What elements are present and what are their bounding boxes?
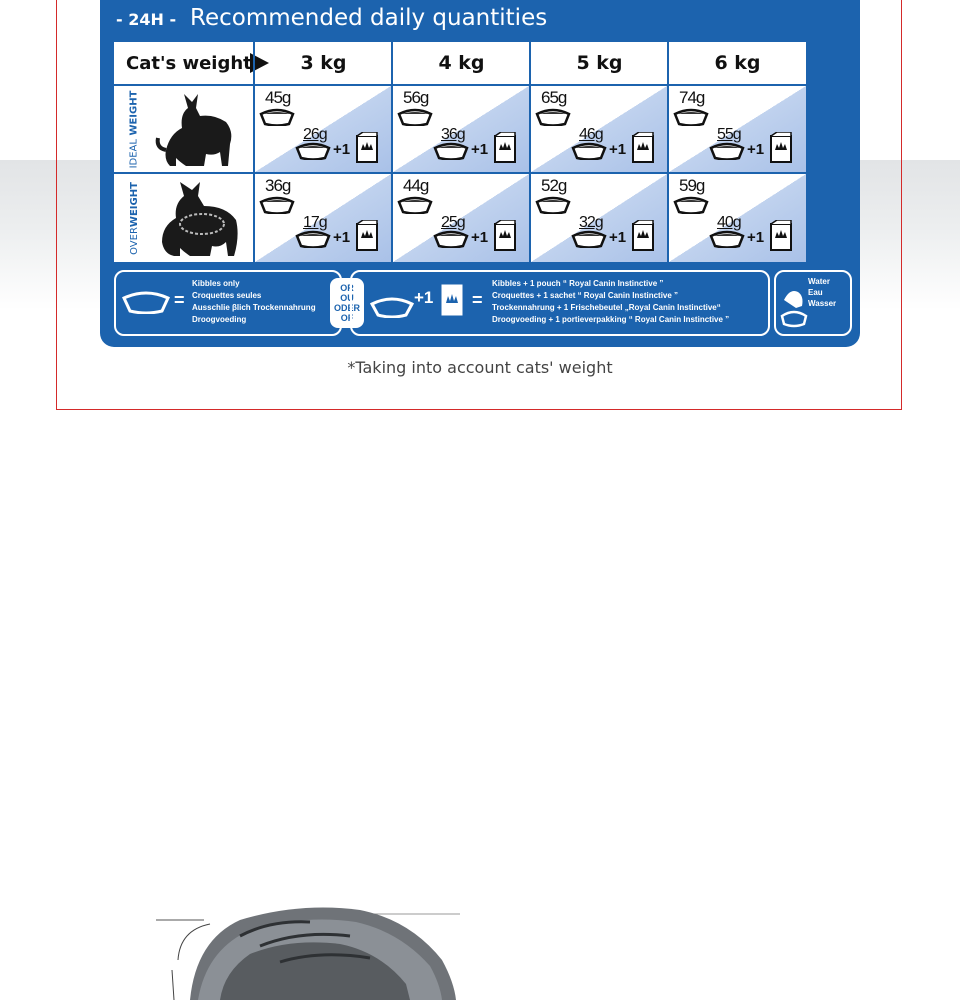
header-prefix: - 24H - [116,10,177,29]
bowl-icon [259,196,295,214]
legend-water-text [808,276,836,309]
kibbles-with-pouch-amount: 32g [579,214,603,231]
kibbles-only-amount: 56g [403,88,429,107]
table-cell [531,174,667,262]
legend-line: Croquettes seules [192,291,262,300]
plus-one-label: +1 [471,229,489,246]
kibbles-only-amount: 74g [679,88,705,107]
table-cell [393,174,529,262]
legend-kibbles-only-text [192,278,316,326]
row-label-ideal-a: IDEAL [128,138,140,168]
legend-line: Droogvoeding + 1 portieverpakking “ Royal Canin Instinctive ” [492,315,730,324]
bowl-icon [397,108,433,126]
kibbles-with-pouch-amount: 17g [303,214,327,231]
or-label: OU [340,293,354,303]
bowl-icon [673,108,709,126]
table-cell [255,86,391,172]
pouch-icon [355,220,379,252]
overweight-cat-icon [150,176,250,262]
kibbles-with-pouch-amount: 26g [303,126,327,143]
legend-line: Ausschlie βlich Trockennahrung [192,303,316,312]
plus-one-label: +1 [333,141,351,158]
legend-line: Kibbles only [192,279,240,288]
plus-one-label: +1 [609,141,627,158]
pouch-icon [440,283,464,317]
pouch-icon [493,220,517,252]
bowl-icon [433,230,469,248]
bowl-icon [433,142,469,160]
weight-header-label: Cat's weight [126,52,252,74]
plus-one-label: +1 [609,229,627,246]
legend-line: Kibbles + 1 pouch “ Royal Canin Instinctive ” [492,279,664,288]
plus-one-label: +1 [471,141,489,158]
or-label: ODER [333,303,360,313]
or-label: OF [340,313,354,323]
bowl-icon [370,296,414,318]
weight-header-3kg: 3 kg [300,52,347,74]
legend-kibbles-pouch-text [492,278,729,326]
bowl-icon [709,230,745,248]
kibbles-only-amount: 45g [265,88,291,107]
legend-line: Water [808,277,830,286]
kibbles-only-amount: 36g [265,176,291,195]
table-cell [531,86,667,172]
weight-header-5kg: 5 kg [576,52,623,74]
bowl-icon [295,142,331,160]
header-title: Recommended daily quantities [190,5,548,31]
row-label-over-b: WEIGHT [128,181,140,227]
legend-line: Wasser [808,299,837,308]
weight-header-4kg: 4 kg [438,52,485,74]
legend-line: Trockennahrung + 1 Frischebeutel „Royal Canin Instinctive“ [492,303,721,312]
plus-one-label: +1 [747,229,765,246]
footnote: *Taking into account cats' weight [347,358,613,377]
or-label: OR [340,283,354,293]
row-label-ideal-b: WEIGHT [128,90,140,136]
kibbles-with-pouch-amount: 25g [441,214,465,231]
kibbles-only-amount: 44g [403,176,429,195]
water-bowl-icon [778,282,808,332]
legend-line: Eau [808,288,823,297]
bowl-icon [571,230,607,248]
equals-sign: = [472,290,483,310]
weight-header-6kg: 6 kg [714,52,761,74]
plus-one-label: +1 [333,229,351,246]
bowl-icon [535,108,571,126]
table-cell [255,174,391,262]
kibbles-with-pouch-amount: 40g [717,214,741,231]
pouch-icon [769,132,793,164]
bowl-icon [295,230,331,248]
kibbles-with-pouch-amount: 46g [579,126,603,143]
table-cell [669,174,806,262]
pouch-icon [631,220,655,252]
pouch-icon [355,132,379,164]
bowl-icon [673,196,709,214]
row-label-overweight [114,174,154,262]
feeding-table [114,42,806,262]
table-cell [393,86,529,172]
bowl-icon [535,196,571,214]
ideal-cat-icon [150,88,250,172]
kibbles-with-pouch-amount: 36g [441,126,465,143]
kibbles-only-amount: 59g [679,176,705,195]
table-cell [669,86,806,172]
kibbles-with-pouch-amount: 55g [717,126,741,143]
pouch-icon [631,132,655,164]
legend-line: Croquettes + 1 sachet “ Royal Canin Instinctive ” [492,291,679,300]
kibbles-only-amount: 52g [541,176,567,195]
pouch-icon [493,132,517,164]
plus-one-label: +1 [414,288,434,307]
plus-one-label: +1 [747,141,765,158]
bowl-icon [397,196,433,214]
bowl-icon [259,108,295,126]
legend-line: Droogvoeding [192,315,247,324]
bowl-icon [122,290,170,314]
equals-sign: = [174,290,185,310]
kibbles-only-amount: 65g [541,88,567,107]
pouch-icon [769,220,793,252]
bowl-icon [571,142,607,160]
bowl-icon [709,142,745,160]
cat-illustration [150,900,480,1000]
row-label-ideal-weight [114,86,154,172]
row-label-over-a: OVER [128,226,140,255]
